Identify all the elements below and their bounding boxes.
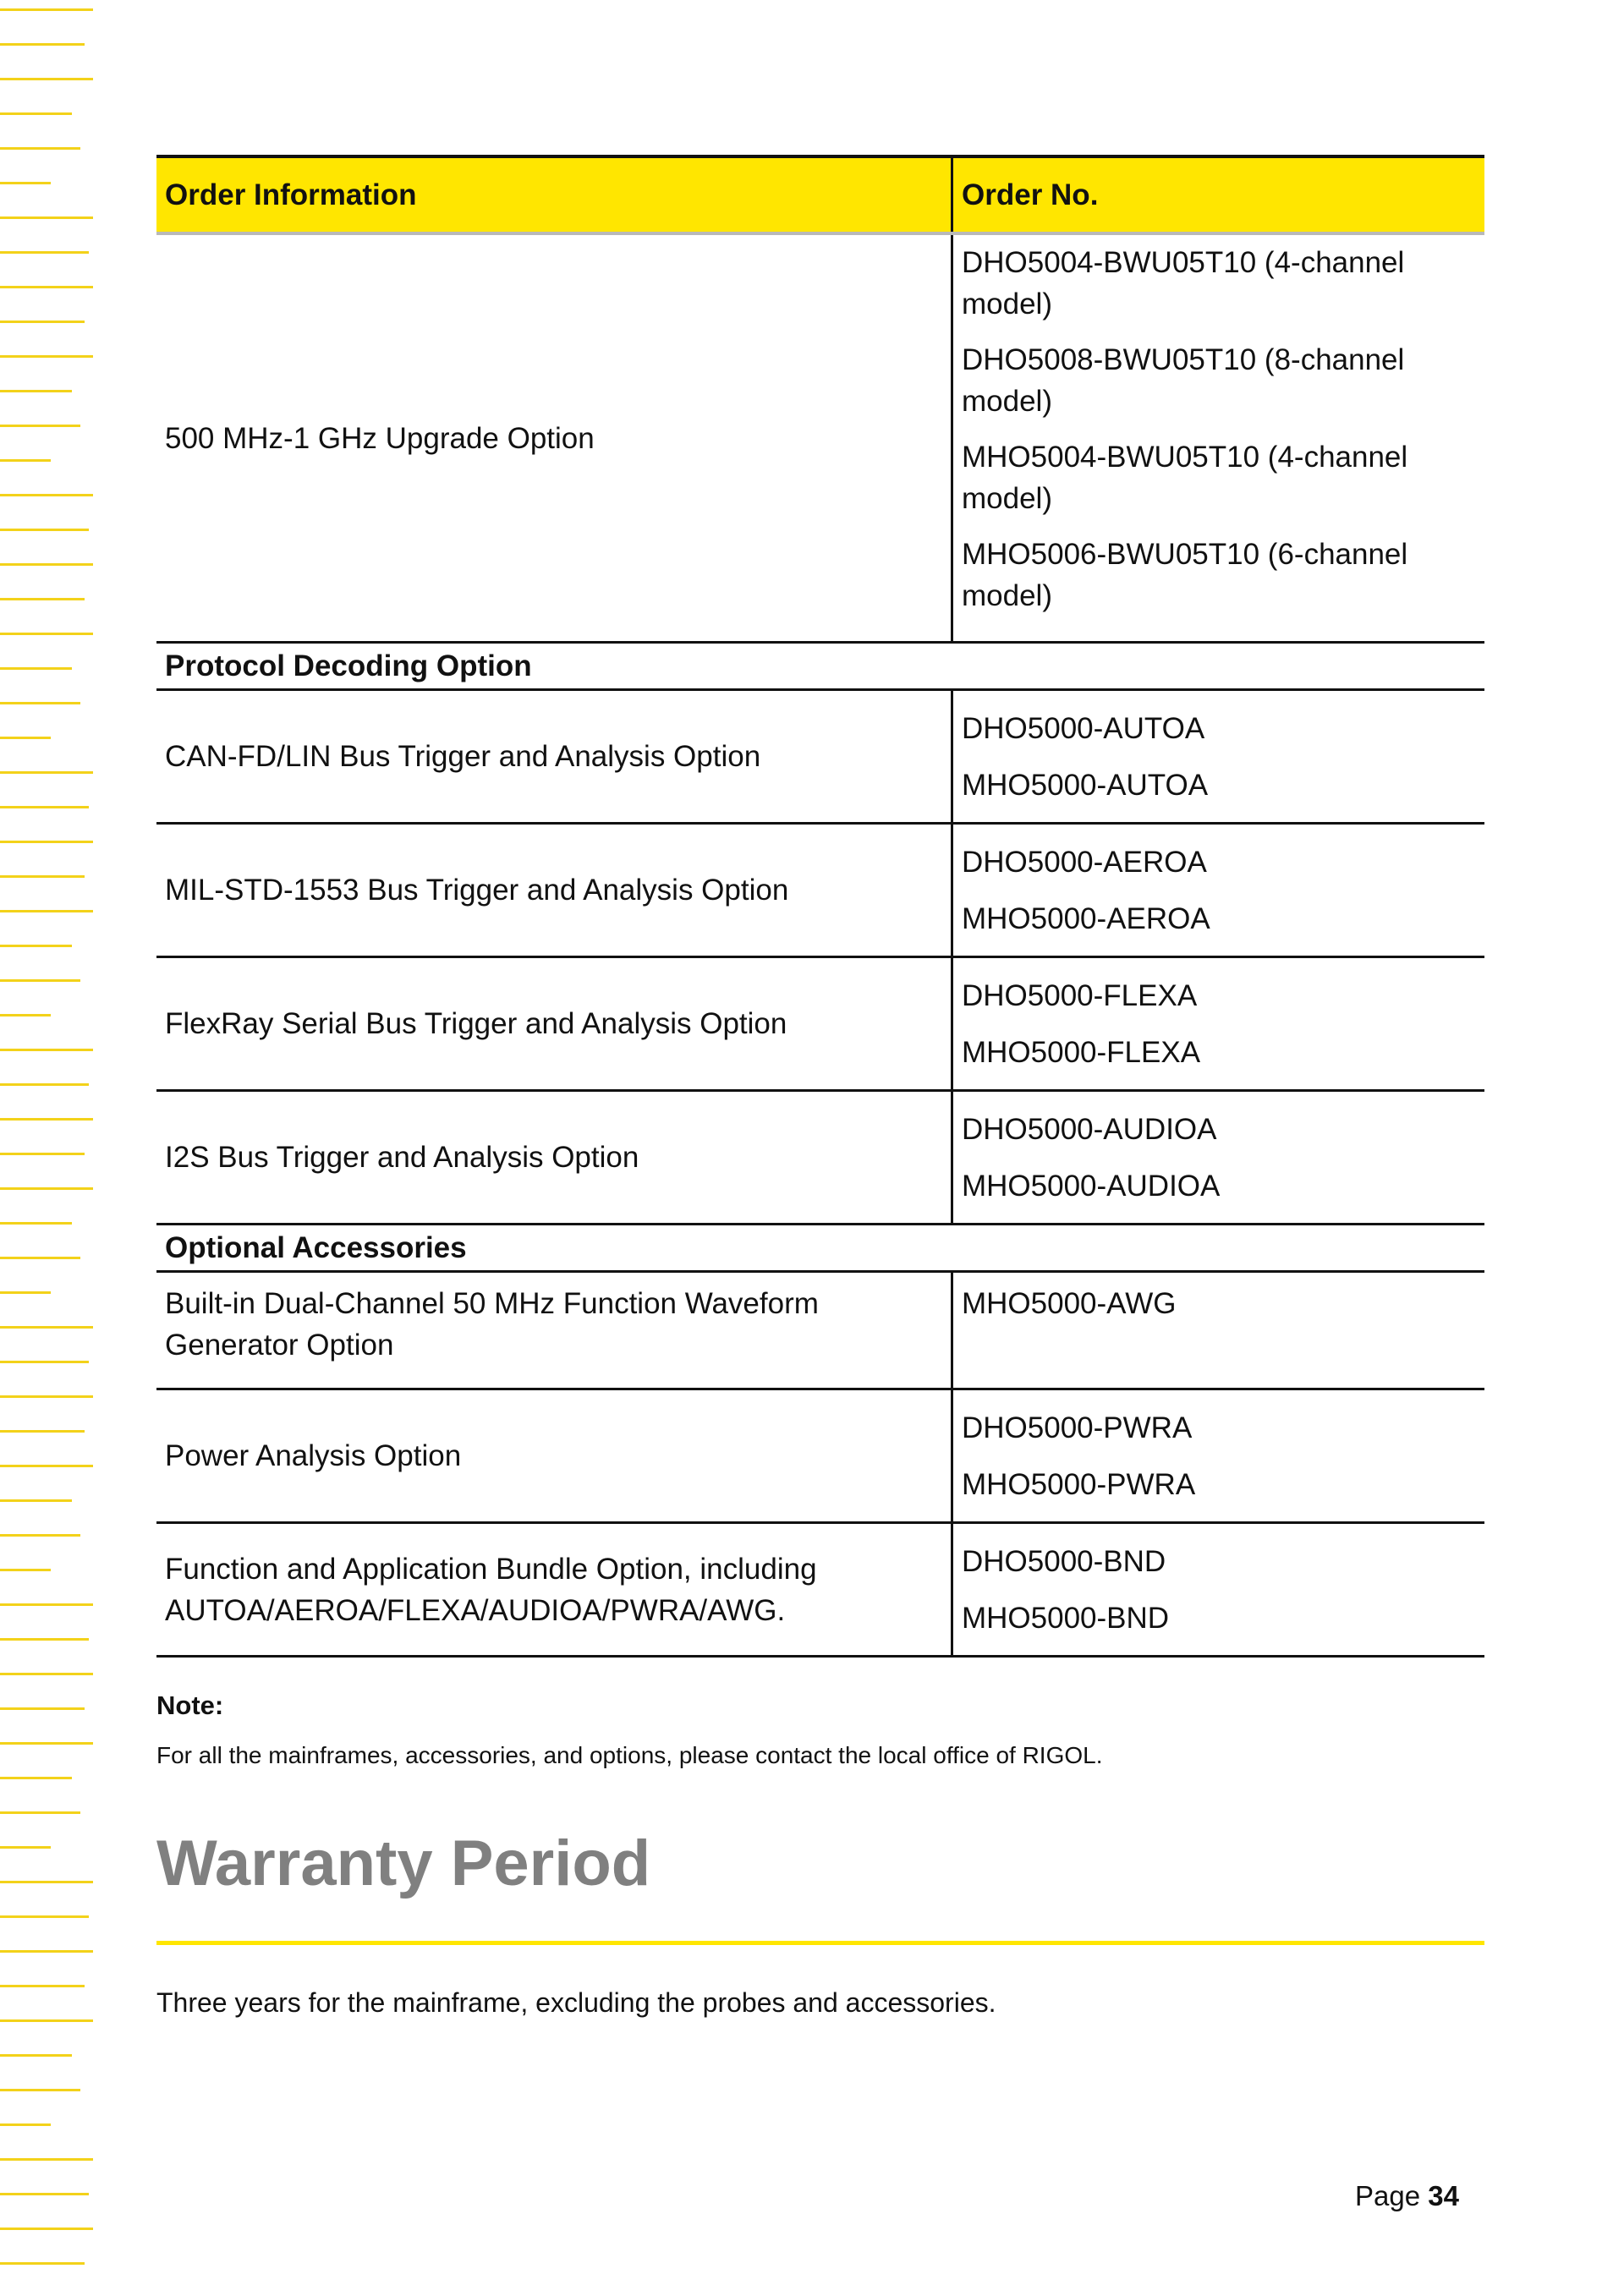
- order-code: MHO5000-AUDIOA: [962, 1169, 1221, 1203]
- order-code: DHO5000-AUDIOA: [962, 1112, 1217, 1146]
- margin-dash: [0, 1881, 93, 1883]
- margin-dash: [0, 979, 80, 982]
- order-code: DHO5008-BWU05T10 (8-channel model): [962, 343, 1405, 418]
- margin-dash: [0, 633, 93, 635]
- margin-dash: [0, 2089, 80, 2091]
- margin-dash: [0, 2158, 93, 2161]
- margin-dash: [0, 1742, 93, 1745]
- table-row: [156, 1390, 1484, 1524]
- order-code: DHO5000-AEROA: [962, 845, 1207, 879]
- margin-dash: [0, 1083, 89, 1086]
- margin-dash: [0, 147, 80, 150]
- margin-dash: [0, 2262, 85, 2265]
- margin-dash: [0, 529, 89, 531]
- row-codes: [953, 691, 1484, 822]
- order-code: MHO5000-FLEXA: [962, 1035, 1201, 1069]
- order-code: MHO5000-PWRA: [962, 1467, 1196, 1501]
- margin-dash: [0, 1534, 80, 1537]
- table-header: [156, 155, 1484, 235]
- warranty-text: Three years for the mainframe, excluding the probes and accessories.: [156, 1987, 996, 2018]
- margin-dash: [0, 1638, 89, 1641]
- margin-dash: [0, 459, 51, 462]
- page-label: Page: [1355, 2180, 1421, 2211]
- row-label: Built-in Dual-Channel 50 MHz Function Waveform Generator Option: [156, 1273, 953, 1388]
- margin-dash: [0, 737, 51, 739]
- margin-dash: [0, 1569, 51, 1571]
- table-row: [156, 825, 1484, 958]
- row-label: CAN-FD/LIN Bus Trigger and Analysis Option: [156, 691, 953, 822]
- row-codes: [953, 1390, 1484, 1521]
- order-code: MHO5004-BWU05T10 (4-channel model): [962, 441, 1408, 515]
- row-label: Power Analysis Option: [156, 1390, 953, 1521]
- margin-dash: [0, 1603, 93, 1606]
- margin-dash: [0, 1014, 51, 1016]
- margin-dash: [0, 2193, 89, 2195]
- table-row: [156, 958, 1484, 1092]
- margin-dash: [0, 494, 93, 496]
- margin-dash: [0, 1777, 72, 1779]
- margin-dash: [0, 2123, 51, 2126]
- margin-dash: [0, 251, 89, 254]
- page-number: [1355, 2180, 1459, 2212]
- order-table: [156, 155, 1484, 1658]
- margin-dash: [0, 425, 80, 427]
- margin-dash: [0, 771, 93, 774]
- margin-dash: [0, 598, 85, 600]
- row-codes: [953, 825, 1484, 956]
- header-order-no: Order No.: [962, 178, 1099, 211]
- margin-dash: [0, 1499, 72, 1502]
- margin-dash: [0, 1673, 93, 1675]
- margin-dash: [0, 1985, 85, 1987]
- order-code: DHO5000-PWRA: [962, 1411, 1193, 1444]
- margin-dash: [0, 1846, 51, 1849]
- margin-dash: [0, 910, 93, 912]
- margin-dash: [0, 390, 72, 392]
- margin-dash: [0, 1811, 80, 1814]
- table-row: [156, 1273, 1484, 1390]
- row-label: 500 MHz-1 GHz Upgrade Option: [156, 235, 953, 641]
- margin-dash: [0, 78, 93, 80]
- table-row-upgrade: [156, 235, 1484, 644]
- row-label: I2S Bus Trigger and Analysis Option: [156, 1092, 953, 1223]
- margin-dash: [0, 1950, 93, 1953]
- margin-dash: [0, 702, 80, 704]
- section-protocol-decoding: Protocol Decoding Option: [156, 644, 1484, 691]
- row-label: Function and Application Bundle Option, including AUTOA/AEROA/FLEXA/AUDIOA/PWRA/AWG.: [156, 1524, 953, 1655]
- page-number-value: 34: [1428, 2180, 1459, 2211]
- margin-dash: [0, 1326, 93, 1329]
- row-codes: [953, 1524, 1484, 1655]
- note-text: For all the mainframes, accessories, and options, please contact the local office of RIGOL.: [156, 1742, 1103, 1768]
- margin-dash: [0, 8, 93, 11]
- margin-dash: [0, 667, 72, 670]
- margin-dash: [0, 182, 51, 184]
- margin-dash: [0, 1707, 85, 1710]
- margin-dash: [0, 1430, 85, 1433]
- margin-dash: [0, 1118, 93, 1121]
- margin-dash: [0, 1153, 85, 1155]
- order-code: MHO5000-AWG: [962, 1287, 1177, 1320]
- row-codes: [953, 1273, 1484, 1388]
- margin-decoration: [0, 0, 102, 2296]
- warranty-heading: Warranty Period: [156, 1827, 651, 1899]
- table-row: [156, 1092, 1484, 1225]
- margin-dash: [0, 1222, 72, 1225]
- margin-dash: [0, 563, 93, 566]
- margin-dash: [0, 1361, 89, 1363]
- margin-dash: [0, 216, 93, 219]
- header-order-information: Order Information: [156, 158, 953, 232]
- margin-dash: [0, 321, 85, 323]
- row-label: FlexRay Serial Bus Trigger and Analysis Option: [156, 958, 953, 1089]
- margin-dash: [0, 1395, 93, 1398]
- table-row: [156, 1524, 1484, 1658]
- row-codes: [953, 1092, 1484, 1223]
- order-code: MHO5000-AEROA: [962, 901, 1210, 935]
- margin-dash: [0, 945, 72, 947]
- row-codes: [953, 235, 1484, 641]
- row-label: MIL-STD-1553 Bus Trigger and Analysis Option: [156, 825, 953, 956]
- margin-dash: [0, 1915, 89, 1918]
- order-code: MHO5006-BWU05T10 (6-channel model): [962, 538, 1408, 612]
- margin-dash: [0, 2019, 93, 2022]
- margin-dash: [0, 1465, 93, 1467]
- margin-dash: [0, 1291, 51, 1294]
- margin-dash: [0, 2228, 93, 2230]
- order-code: MHO5000-BND: [962, 1601, 1170, 1635]
- heading-rule: [156, 1941, 1484, 1945]
- margin-dash: [0, 1187, 93, 1190]
- row-codes: [953, 958, 1484, 1089]
- order-code: DHO5004-BWU05T10 (4-channel model): [962, 246, 1405, 321]
- section-optional-accessories: Optional Accessories: [156, 1225, 1484, 1273]
- margin-dash: [0, 1049, 93, 1051]
- table-row: [156, 691, 1484, 825]
- margin-dash: [0, 806, 89, 808]
- margin-dash: [0, 112, 72, 115]
- margin-dash: [0, 43, 85, 46]
- order-code: DHO5000-BND: [962, 1544, 1166, 1578]
- margin-dash: [0, 355, 93, 358]
- note-title: Note:: [156, 1690, 224, 1720]
- margin-dash: [0, 286, 93, 288]
- margin-dash: [0, 841, 93, 843]
- margin-dash: [0, 2054, 72, 2057]
- order-code: DHO5000-FLEXA: [962, 978, 1198, 1012]
- order-code: MHO5000-AUTOA: [962, 768, 1209, 802]
- margin-dash: [0, 875, 85, 878]
- margin-dash: [0, 1257, 80, 1259]
- order-code: DHO5000-AUTOA: [962, 711, 1205, 745]
